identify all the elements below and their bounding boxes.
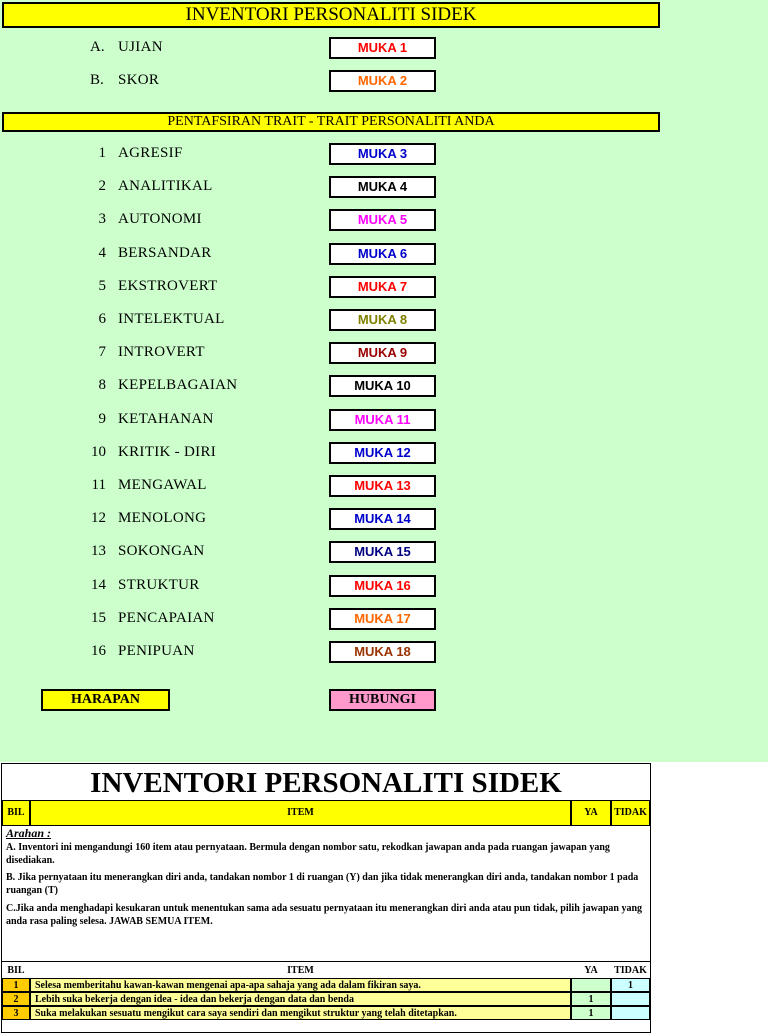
subheader-item: ITEM (287, 965, 314, 976)
section-title: PENTAFSIRAN TRAIT - TRAIT PERSONALITI ANDA (2, 112, 660, 132)
trait-label: MENOLONG (118, 510, 207, 527)
trait-label: ANALITIKAL (118, 178, 213, 195)
muka-button[interactable]: MUKA 10 (329, 375, 436, 397)
trait-label: KETAHANAN (118, 410, 214, 427)
trait-label: SOKONGAN (118, 543, 205, 560)
muka-button[interactable]: MUKA 7 (329, 276, 436, 298)
trait-label: BERSANDAR (118, 244, 212, 261)
trait-number: 10 (91, 443, 106, 460)
trait-number: 16 (91, 643, 106, 659)
row-ya-cell[interactable] (571, 978, 611, 992)
row-bil: 1 (2, 978, 30, 992)
trait-number: 5 (98, 277, 106, 294)
muka-button[interactable]: MUKA 18 (329, 641, 436, 663)
inventory-sheet (1, 763, 651, 1033)
trait-number: 8 (98, 377, 106, 394)
instruction-c: C.Jika anda menghadapi kesukaran untuk menentukan sama ada sesuatu pernyataan itu menerangkan diri anda atau pun tidak, pilih jawapan yang anda rasa paling selesa. JAWAB SEMUA ITEM. (6, 903, 643, 927)
section-a-label: UJIAN (118, 39, 163, 55)
row-bil: 3 (2, 1006, 30, 1020)
header-item: ITEM (30, 800, 571, 826)
trait-label: AGRESIF (118, 145, 183, 161)
trait-number: 1 (98, 145, 106, 161)
trait-label: MENGAWAL (118, 477, 207, 493)
table-row (2, 1006, 650, 1020)
muka-button[interactable]: MUKA 9 (329, 342, 436, 364)
header-bil: BIL (2, 800, 30, 826)
trait-label: EKSTROVERT (118, 277, 218, 294)
instructions (2, 826, 650, 960)
hubungi-button[interactable]: HUBUNGI (329, 689, 436, 711)
harapan-button[interactable]: HARAPAN (41, 689, 170, 711)
trait-number: 7 (98, 344, 106, 361)
row-item: Selesa memberitahu kawan-kawan mengenai apa-apa sahaja yang ada dalam fikiran saya. (30, 978, 571, 992)
muka-button[interactable]: MUKA 12 (329, 442, 436, 464)
trait-label: KEPELBAGAIAN (118, 377, 238, 394)
subheader-ya: YA (584, 965, 598, 976)
trait-number: 4 (98, 244, 106, 261)
header-ya: YA (571, 800, 611, 826)
divider (2, 961, 650, 962)
trait-label: PENIPUAN (118, 643, 195, 659)
row-ya-cell[interactable]: 1 (571, 992, 611, 1006)
header-tidak: TIDAK (611, 800, 650, 826)
trait-label: KRITIK - DIRI (118, 443, 217, 460)
row-tidak-cell[interactable] (611, 1006, 650, 1020)
section-a-num: B. (90, 72, 104, 88)
row-item: Lebih suka bekerja dengan idea - idea dan bekerja dengan data dan benda (30, 992, 571, 1006)
trait-number: 13 (91, 543, 106, 560)
muka-button[interactable]: MUKA 15 (329, 541, 436, 563)
muka-button[interactable]: MUKA 6 (329, 243, 436, 265)
trait-number: 15 (91, 609, 106, 626)
muka-button[interactable]: MUKA 16 (329, 575, 436, 597)
row-bil: 2 (2, 992, 30, 1006)
section-a-label: SKOR (118, 72, 160, 88)
row-tidak-cell[interactable]: 1 (611, 978, 650, 992)
row-item: Suka melakukan sesuatu mengikut cara saya sendiri dan mengikut struktur yang telah ditetapkan. (30, 1006, 571, 1020)
trait-number: 6 (98, 311, 106, 327)
muka-button[interactable]: MUKA 3 (329, 143, 436, 165)
page-title: INVENTORI PERSONALITI SIDEK (2, 2, 660, 28)
trait-label: PENCAPAIAN (118, 609, 215, 626)
trait-number: 3 (98, 211, 106, 228)
muka-button[interactable]: MUKA 2 (329, 70, 436, 92)
muka-button[interactable]: MUKA 13 (329, 475, 436, 497)
trait-number: 9 (98, 410, 106, 427)
subheader-bil: BIL (7, 965, 25, 976)
table-row (2, 978, 650, 992)
muka-button[interactable]: MUKA 1 (329, 37, 436, 59)
trait-number: 11 (91, 477, 106, 493)
trait-number: 14 (91, 576, 106, 593)
muka-button[interactable]: MUKA 14 (329, 508, 436, 530)
muka-button[interactable]: MUKA 17 (329, 608, 436, 630)
trait-label: STRUKTUR (118, 576, 200, 593)
trait-number: 12 (91, 510, 106, 527)
row-ya-cell[interactable]: 1 (571, 1006, 611, 1020)
sheet-title: INVENTORI PERSONALITI SIDEK (90, 767, 562, 799)
section-a-num: A. (90, 39, 105, 55)
trait-label: AUTONOMI (118, 211, 202, 228)
trait-number: 2 (98, 178, 106, 195)
instruction-a: A. Inventori ini mengandungi 160 item atau pernyataan. Bermula dengan nombor satu, rekodkan jawapan anda pada ruangan jawapan yang disediakan. (6, 842, 610, 866)
trait-label: INTELEKTUAL (118, 311, 225, 327)
muka-button[interactable]: MUKA 5 (329, 209, 436, 231)
muka-button[interactable]: MUKA 8 (329, 309, 436, 331)
arahan-label: Arahan : (6, 826, 52, 840)
trait-label: INTROVERT (118, 344, 205, 361)
table-row (2, 992, 650, 1006)
instruction-b: B. Jika pernyataan itu menerangkan diri anda, tandakan nombor 1 di ruangan (Y) dan jika tidak menerangkan diri anda, tandakan nombor 1 pada ruangan (T) (6, 872, 639, 896)
muka-button[interactable]: MUKA 4 (329, 176, 436, 198)
subheader-tidak: TIDAK (614, 965, 647, 976)
row-tidak-cell[interactable] (611, 992, 650, 1006)
muka-button[interactable]: MUKA 11 (329, 409, 436, 431)
